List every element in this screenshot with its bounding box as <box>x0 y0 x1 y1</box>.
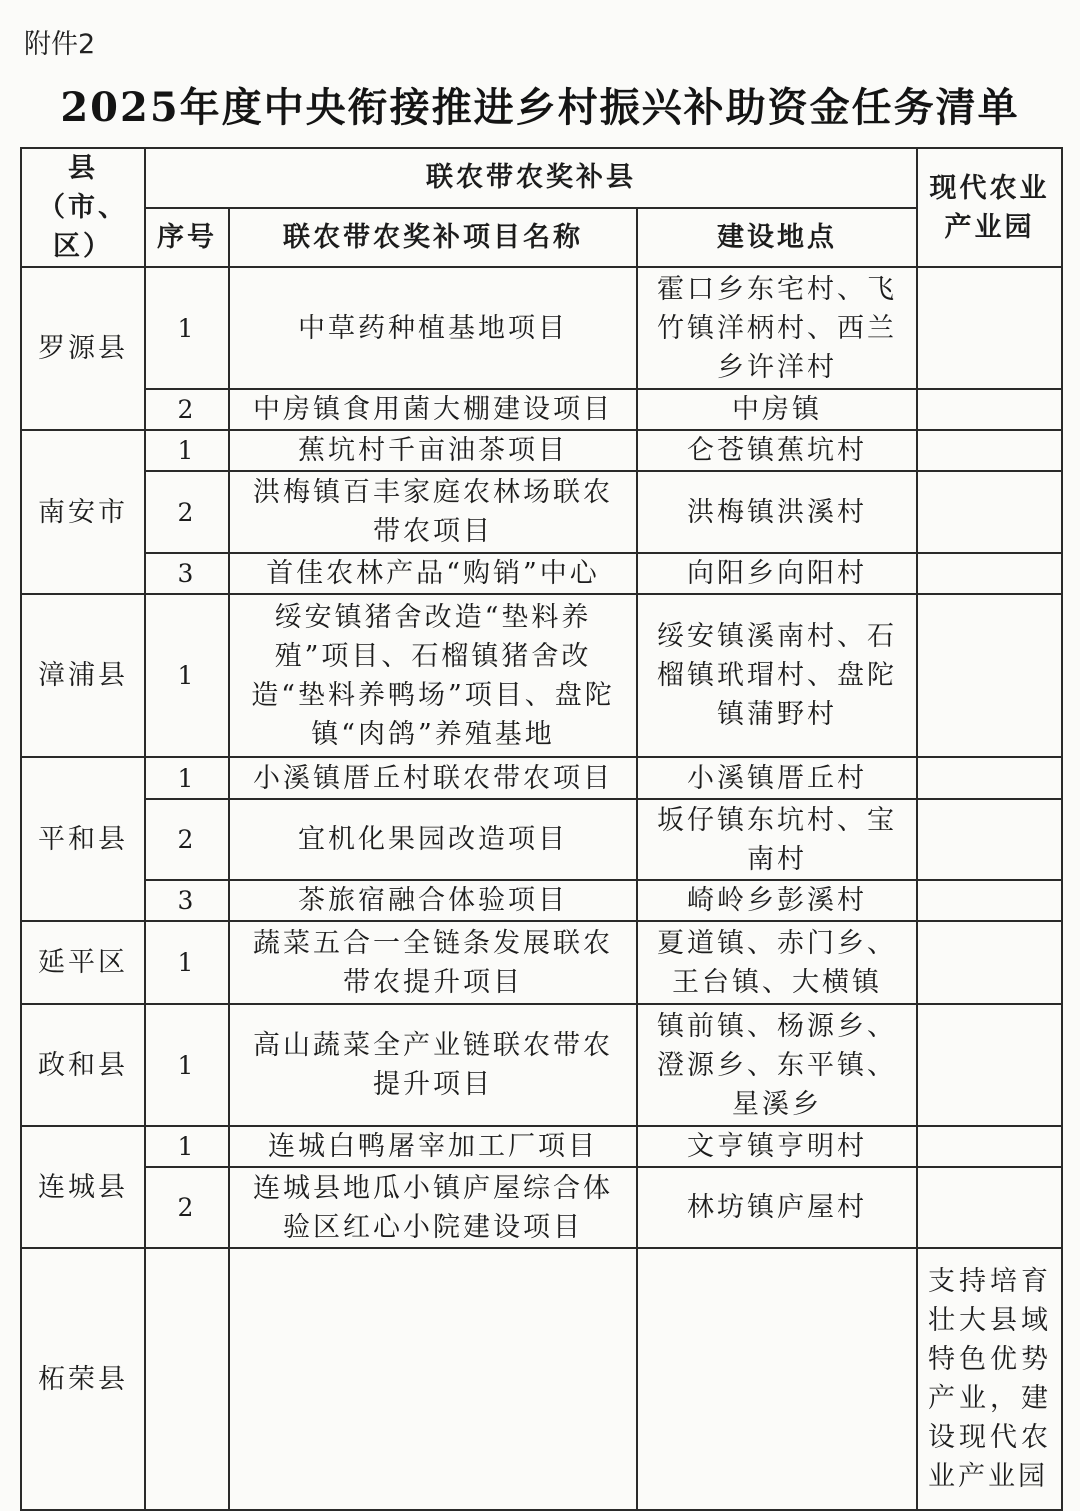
header-group: 联农带农奖补县 <box>145 148 917 208</box>
location-cell: 夏道镇、赤门乡、王台镇、大横镇 <box>637 921 917 1004</box>
table-row <box>21 1167 1062 1248</box>
seq-cell: 1 <box>145 1004 229 1126</box>
attachment-label: 附件2 <box>24 29 96 60</box>
park-cell <box>917 1167 1062 1248</box>
location-cell: 林坊镇庐屋村 <box>637 1167 917 1248</box>
table-row <box>21 1004 1062 1126</box>
location-cell: 文亨镇亨明村 <box>637 1126 917 1167</box>
project-name-cell: 蔬菜五合一全链条发展联农带农提升项目 <box>229 921 637 1004</box>
project-name-cell: 中房镇食用菌大棚建设项目 <box>229 389 637 430</box>
seq-cell: 2 <box>145 389 229 430</box>
county-cell: 延平区 <box>21 921 145 1004</box>
park-cell <box>917 430 1062 471</box>
project-name-cell: 宜机化果园改造项目 <box>229 799 637 880</box>
table-row <box>21 594 1062 757</box>
project-name-cell: 中草药种植基地项目 <box>229 267 637 389</box>
county-cell: 漳浦县 <box>21 594 145 757</box>
location-cell: 向阳乡向阳村 <box>637 553 917 594</box>
table-row <box>21 757 1062 799</box>
table-row <box>21 880 1062 921</box>
park-cell <box>917 1126 1062 1167</box>
park-cell <box>917 267 1062 389</box>
park-cell: 支持培育壮大县域特色优势产业，建设现代农业产业园 <box>917 1248 1062 1510</box>
park-cell <box>917 921 1062 1004</box>
project-name-cell: 茶旅宿融合体验项目 <box>229 880 637 921</box>
location-cell: 镇前镇、杨源乡、澄源乡、东平镇、星溪乡 <box>637 1004 917 1126</box>
seq-cell: 2 <box>145 1167 229 1248</box>
project-name-cell: 小溪镇厝丘村联农带农项目 <box>229 757 637 799</box>
header-location: 建设地点 <box>637 208 917 268</box>
seq-cell: 2 <box>145 471 229 553</box>
seq-cell <box>145 1248 229 1510</box>
project-name-cell: 连城县地瓜小镇庐屋综合体验区红心小院建设项目 <box>229 1167 637 1248</box>
county-cell: 政和县 <box>21 1004 145 1126</box>
seq-cell: 3 <box>145 880 229 921</box>
table-row <box>21 1248 1062 1510</box>
location-cell: 坂仔镇东坑村、宝南村 <box>637 799 917 880</box>
park-cell <box>917 880 1062 921</box>
project-name-cell: 首佳农林产品“购销”中心 <box>229 553 637 594</box>
seq-cell: 2 <box>145 799 229 880</box>
county-cell: 连城县 <box>21 1126 145 1248</box>
seq-cell: 1 <box>145 594 229 757</box>
header-park: 现代农业产业园 <box>917 148 1062 267</box>
location-cell: 绥安镇溪南村、石榴镇玳瑁村、盘陀镇蒲野村 <box>637 594 917 757</box>
park-cell <box>917 553 1062 594</box>
header-county: 县（市、区） <box>21 148 145 267</box>
park-cell <box>917 389 1062 430</box>
location-cell: 小溪镇厝丘村 <box>637 757 917 799</box>
location-cell: 仑苍镇蕉坑村 <box>637 430 917 471</box>
seq-cell: 1 <box>145 430 229 471</box>
location-cell: 中房镇 <box>637 389 917 430</box>
project-name-cell: 蕉坑村千亩油茶项目 <box>229 430 637 471</box>
county-cell: 南安市 <box>21 430 145 594</box>
location-cell: 崎岭乡彭溪村 <box>637 880 917 921</box>
task-list-table <box>20 147 1063 1511</box>
table-row <box>21 1126 1062 1167</box>
county-cell: 柘荣县 <box>21 1248 145 1510</box>
project-name-cell: 绥安镇猪舍改造“垫料养殖”项目、石榴镇猪舍改造“垫料养鸭场”项目、盘陀镇“肉鸽”养殖基地 <box>229 594 637 757</box>
table-row <box>21 430 1062 471</box>
project-name-cell <box>229 1248 637 1510</box>
seq-cell: 1 <box>145 267 229 389</box>
seq-cell: 1 <box>145 921 229 1004</box>
project-name-cell: 连城白鸭屠宰加工厂项目 <box>229 1126 637 1167</box>
park-cell <box>917 799 1062 880</box>
table-row <box>21 921 1062 1004</box>
location-cell: 洪梅镇洪溪村 <box>637 471 917 553</box>
table-row <box>21 267 1062 389</box>
seq-cell: 3 <box>145 553 229 594</box>
header-seq: 序号 <box>145 208 229 268</box>
county-cell: 平和县 <box>21 757 145 921</box>
park-cell <box>917 471 1062 553</box>
document-title: 2025年度中央衔接推进乡村振兴补助资金任务清单 <box>60 84 1020 131</box>
park-cell <box>917 594 1062 757</box>
seq-cell: 1 <box>145 1126 229 1167</box>
park-cell <box>917 1004 1062 1126</box>
location-cell: 霍口乡东宅村、飞竹镇洋柄村、西兰乡许洋村 <box>637 267 917 389</box>
table-row <box>21 799 1062 880</box>
seq-cell: 1 <box>145 757 229 799</box>
table-row <box>21 471 1062 553</box>
county-cell: 罗源县 <box>21 267 145 430</box>
park-cell <box>917 757 1062 799</box>
header-project-name: 联农带农奖补项目名称 <box>229 208 637 268</box>
project-name-cell: 高山蔬菜全产业链联农带农提升项目 <box>229 1004 637 1126</box>
table-row <box>21 389 1062 430</box>
project-name-cell: 洪梅镇百丰家庭农林场联农带农项目 <box>229 471 637 553</box>
table-row <box>21 553 1062 594</box>
location-cell <box>637 1248 917 1510</box>
